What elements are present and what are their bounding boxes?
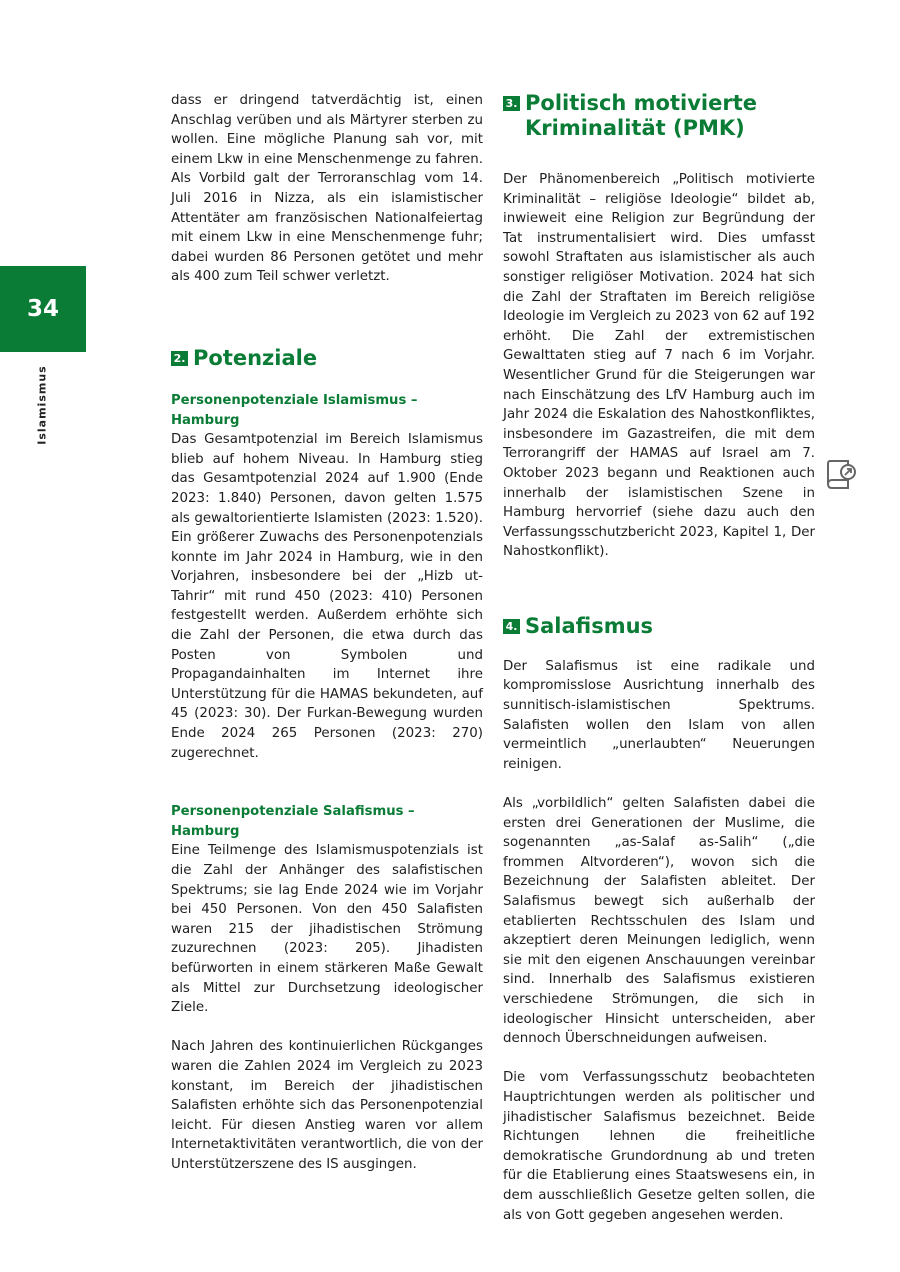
intro-paragraph: dass er dringend tatverdächtig ist, einen Anschlag verüben und als Märtyrer sterben zu wollen. Eine mögliche Planung sah vor, mit einem Lkw in eine Menschenmenge zu fahren. Als Vorbild galt der Terroranschlag vom 14. Juli 2016 in Nizza, als ein islamistischer Attentäter am französischen Nationalfeiertag mit einem Lkw in eine Menschenmenge fuhr; dabei wurden 86 Personen getötet und mehr als 400 zum Teil schwer verletzt. [171, 93, 483, 285]
heading-number: 3. [503, 96, 520, 111]
heading-text: Salafismus [525, 613, 654, 638]
heading-potenziale [171, 346, 483, 371]
paragraph-vorbildlich: Als „vorbildlich“ gelten Salafisten dabei die ersten drei Generationen der Muslime, die sogenannten „as-Salaf as-Salih“ („die frommen Altvorderen“), wovon sich die Bezeichnung der Salafisten ableitet. Der Salafismus bewegt sich außerhalb der etablierten Rechtsschulen des Islam und akzeptiert deren Meinungen lediglich, wenn sie mit den eigenen Anschauungen vereinbar sind. Innerhalb des Salafismus existieren verschiedene Strömungen, die sich in ideologischer Hinsicht unterscheiden, aber dennoch Überschneidungen aufweisen. [503, 796, 815, 1047]
heading-pmk [503, 91, 815, 141]
paragraph-pmk: Der Phänomenbereich „Politisch motivierte Kriminalität – religiöse Ideologie“ bildet ab, inwieweit eine Religion zur Begründung der Tat instrumentalisiert wird. Dies umfasst sowohl Straftaten aus islamistischer als auch sonstiger religiöser Motivation. 2024 hat sich die Zahl der Straftaten im Bereich religiöse Ideologie im Vergleich zu 2023 von 62 auf 192 erhöht. Die Zahl der extremistischen Gewalttaten stieg auf 7 nach 6 im Vorjahr. Wesentlicher Grund für die Steigerungen war nach Einschätzung des LfV Hamburg auch im Jahr 2024 die Eskalation des Nahostkonfliktes, insbesondere im Gazastreifen, die mit dem Terrorangriff der HAMAS auf Israel am 7. Oktober 2023 begann und Reaktionen auch innerhalb der islamistischen Szene in Hamburg hervorrief (siehe dazu auch den Verfassungsschutzbericht 2023, Kapitel 1, Der Nahostkonflikt). [503, 172, 815, 560]
right-column [503, 91, 815, 1225]
heading-number: 2. [171, 351, 188, 366]
paragraph-rueckgang: Nach Jahren des kontinuierlichen Rückganges waren die Zahlen 2024 im Vergleich zu 2023 konstant, im Bereich der jihadistischen Salafisten erhöhte sich das Personenpotenzial leicht. Für diesen Anstieg waren vor allem Internetaktivitäten verantwortlich, die von der Unterstützerszene des IS ausgingen. [171, 1039, 483, 1172]
subheading-islamismus: Personenpotenziale Islamismus – Hamburg [171, 392, 418, 428]
left-column [171, 91, 483, 1175]
page-number: 34 [26, 296, 59, 322]
heading-number: 4. [503, 619, 520, 634]
paragraph-salafismus-definition: Der Salafismus ist eine radikale und kompromisslose Ausrichtung innerhalb des sunnitisch-islamistischen Spektrums. Salafisten wollen den Islam von allen vermeintlich „unerlaubten“ Neuerungen reinigen. [503, 658, 815, 772]
book-reference-icon[interactable] [824, 458, 858, 494]
section-side-label: Islamismus [35, 365, 49, 445]
page-number-tab [0, 266, 86, 352]
heading-salafismus [503, 614, 815, 639]
paragraph-hauptrichtungen: Die vom Verfassungsschutz beobachteten Hauptrichtungen werden als politischer und jihadistischer Salafismus bezeichnet. Beide Richtungen lehnen die freiheitliche demokratische Grundordnung ab und treten für die Etablierung eines Staatswesens ein, in dem ausschließlich Gesetze gelten sollen, die als von Gott gegeben angesehen werden. [503, 1070, 815, 1223]
heading-text: Politisch motivierte Kriminalität (PMK) [525, 91, 757, 140]
subheading-salafismus: Personenpotenziale Salafismus – Hamburg [171, 804, 415, 839]
paragraph-salafismus-potenzial: Eine Teilmenge des Islamismuspotenzials ist die Zahl der Anhänger des salafistischen Spektrums; sie lag Ende 2024 wie im Vorjahr bei 450 Personen. Von den 450 Salafisten waren 215 der jihadistischen Strömung zuzurechnen (2023: 205). Jihadisten befürworten in einem stärkeren Maße Gewalt als Mittel zur Durchsetzung ideologischer Ziele. [171, 843, 483, 1016]
paragraph-islamismus: Das Gesamtpotenzial im Bereich Islamismus blieb auf hohem Niveau. In Hamburg stieg das Gesamtpotenzial 2024 auf 1.900 (Ende 2023: 1.840) Personen, davon gelten 1.575 als gewaltorientierte Islamisten (2023: 1.520). Ein größerer Zuwachs des Personenpotenzials konnte im Jahr 2024 in Hamburg, wie in den Vorjahren, insbesondere bei der „Hizb ut-Tahrir“ mit rund 450 (2023: 410) Personen festgestellt werden. Außerdem erhöhte sich die Zahl der Personen, die etwa durch das Posten von Symbolen und Propagandainhalten im Internet ihre Unterstützung für die HAMAS bekundeten, auf 45 (2023: 30). Der Furkan-Bewegung wurden Ende 2024 265 Personen (2023: 270) zugerechnet. [171, 432, 483, 761]
heading-text: Potenziale [193, 345, 318, 370]
